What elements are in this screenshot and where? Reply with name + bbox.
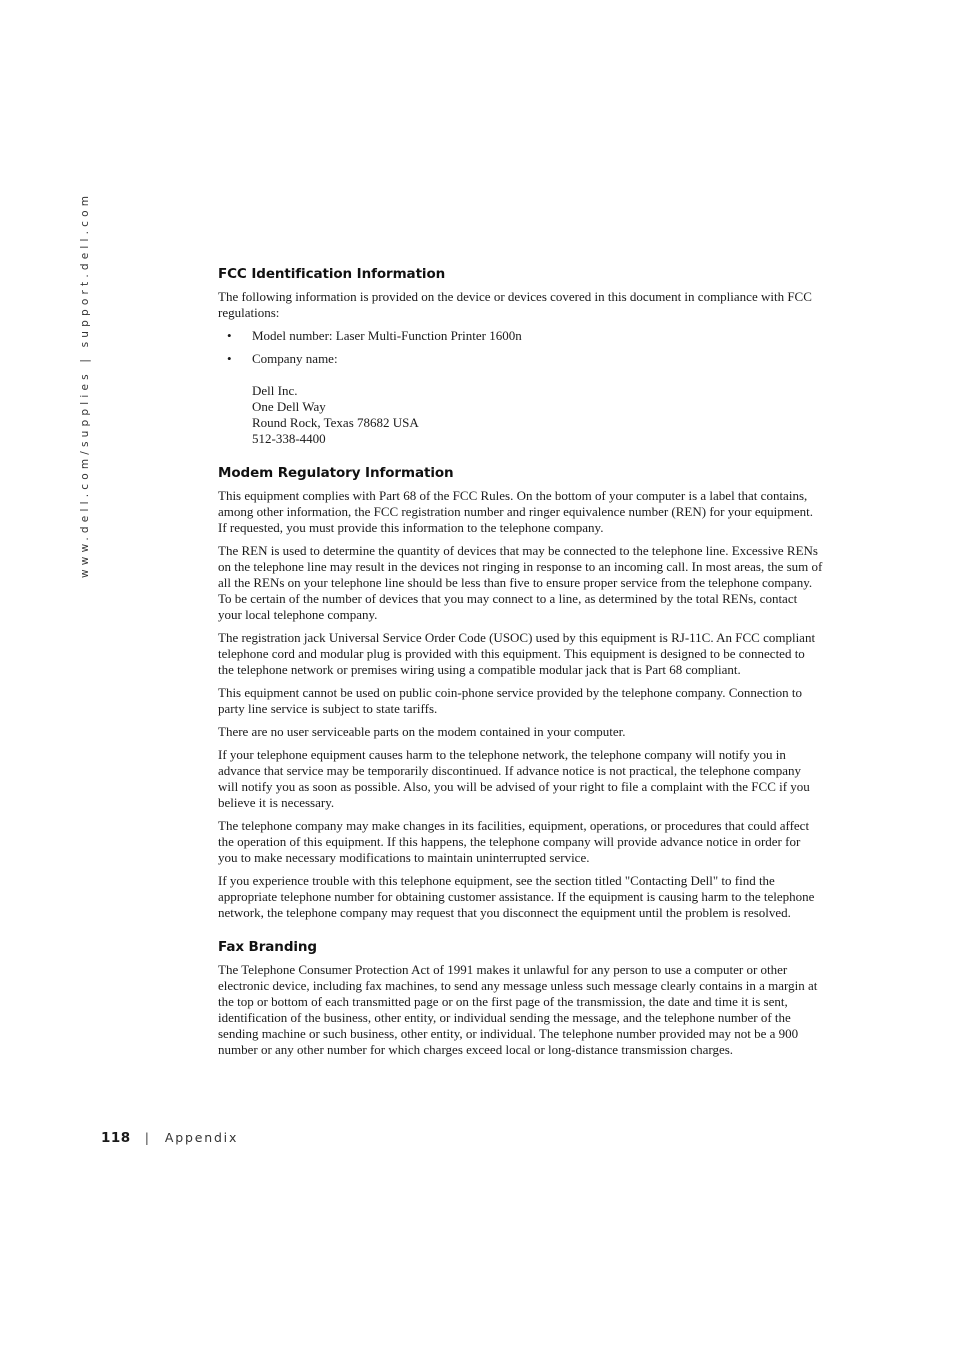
modem-paragraph: The registration jack Universal Service Order Code (USOC) used by this equipment is RJ-11C. An FCC compliant telephone cord and modular plug is provided with this equipment. This equipment is designed to be connected to the telephone network or premises wiring using a compatible modular jack that is Part 68 compliant. bbox=[218, 630, 816, 677]
fcc-bullet-list bbox=[218, 328, 823, 367]
page-number: 118 bbox=[101, 1130, 131, 1146]
address-line: 512-338-4400 bbox=[252, 431, 326, 446]
page-footer bbox=[101, 1130, 238, 1146]
list-item-text: Company name: bbox=[252, 351, 338, 366]
list-item bbox=[218, 351, 823, 367]
bullet-icon: • bbox=[227, 328, 232, 343]
modem-paragraph: This equipment complies with Part 68 of the FCC Rules. On the bottom of your computer is a label that contains, among other information, the FCC registration number and ringer equivalence number (REN) for your equipment. If requested, you must provide this information to the telephone company. bbox=[218, 488, 813, 535]
address-line: One Dell Way bbox=[252, 399, 326, 414]
address-line: Round Rock, Texas 78682 USA bbox=[252, 415, 419, 430]
list-item-text: Model number: Laser Multi-Function Printer 1600n bbox=[252, 328, 522, 343]
page-content bbox=[218, 266, 823, 1065]
bullet-icon: • bbox=[227, 351, 232, 366]
modem-heading: Modem Regulatory Information bbox=[218, 465, 454, 481]
fax-paragraph: The Telephone Consumer Protection Act of 1991 makes it unlawful for any person to use a computer or other electronic device, including fax machines, to send any message unless such message clearly contains in a margin at the top or bottom of each transmitted page or on the first page of the transmission, the date and time it is sent, identification of the business, other entity, or individual sending the message, and the telephone number of the sending machine or such business, other entity, or individual. The telephone number provided may not be a 900 number or any other number for which charges exceed local or long-distance transmission charges. bbox=[218, 962, 818, 1057]
footer-separator: | bbox=[144, 1130, 149, 1145]
modem-paragraph: This equipment cannot be used on public coin-phone service provided by the telephone company. Connection to party line service is subject to state tariffs. bbox=[218, 685, 803, 716]
list-item bbox=[218, 328, 823, 344]
fax-heading: Fax Branding bbox=[218, 939, 317, 955]
modem-paragraph: If your telephone equipment causes harm to the telephone network, the telephone company will notify you in advance that service may be temporarily discontinued. If advance notice is not practical, the telephone company will notify you as soon as possible. Also, you will be advised of your right to file a complaint with the FCC if you believe it is necessary. bbox=[218, 747, 810, 810]
section-title: Appendix bbox=[164, 1130, 239, 1145]
modem-paragraph: The REN is used to determine the quantity of devices that may be connected to the telephone line. Excessive RENs on the telephone line may result in the devices not ringing in response to an incoming call. In most areas, the sum of all the RENs on your telephone line should be less than five to ensure proper service from the telephone company. To be certain of the number of devices that you may connect to a line, as determined by the total RENs, contact your local telephone company. bbox=[218, 543, 823, 622]
sidebar-url: www.dell.com/supplies | support.dell.com bbox=[79, 191, 91, 578]
address-line: Dell Inc. bbox=[252, 383, 298, 398]
modem-paragraph: The telephone company may make changes in its facilities, equipment, operations, or procedures that could affect the operation of this equipment. If this happens, the telephone company will provide advance notice in order for you to make necessary modifications to maintain uninterrupted service. bbox=[218, 818, 810, 865]
modem-paragraph: If you experience trouble with this telephone equipment, see the section titled "Contacting Dell" to find the appropriate telephone number for obtaining customer assistance. If the equipment is causing harm to the telephone network, the telephone company may request that you disconnect the equipment until the problem is resolved. bbox=[218, 873, 815, 920]
fcc-heading: FCC Identification Information bbox=[218, 266, 446, 282]
modem-paragraph: There are no user serviceable parts on the modem contained in your computer. bbox=[218, 724, 626, 739]
fcc-intro: The following information is provided on the device or devices covered in this document in compliance with FCC regulations: bbox=[218, 289, 812, 320]
company-address bbox=[218, 383, 823, 447]
